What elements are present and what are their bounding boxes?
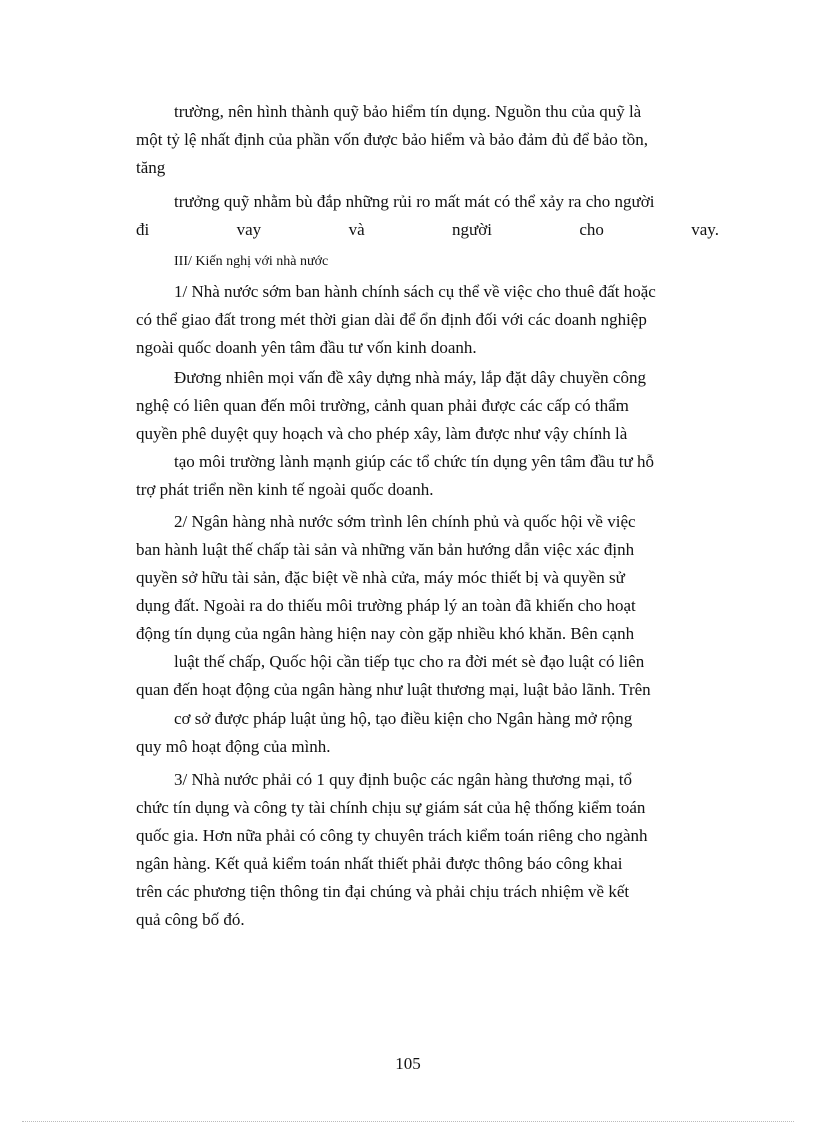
paragraph-construction <box>136 364 719 448</box>
word: vay <box>236 220 262 239</box>
word: vay. <box>691 220 719 239</box>
text-line: một tỷ lệ nhất định của phần vốn được bảo hiểm và bảo đảm đủ để bảo tồn, <box>136 130 649 149</box>
text-line: nghệ có liên quan đến môi trường, cảnh quan phải được các cấp có thẩm <box>136 396 629 415</box>
text-line: động tín dụng của ngân hàng hiện nay còn gặp nhiều khó khăn. Bên cạnh <box>136 624 635 643</box>
text-line: ban hành luật thế chấp tài sản và những văn bản hướng dẫn việc xác định <box>136 540 635 559</box>
text-line: quyền phê duyệt quy hoạch và cho phép xây, làm được như vậy chính là <box>136 424 628 443</box>
text-line: dụng đất. Ngoài ra do thiếu môi trường pháp lý an toàn đã khiến cho hoạt <box>136 596 636 615</box>
text-line: quả công bố đó. <box>136 910 245 929</box>
text-line: quan đến hoạt động của ngân hàng như luật thương mại, luật bảo lãnh. Trên <box>136 680 651 699</box>
text-line: quốc gia. Hơn nữa phải có công ty chuyên trách kiểm toán riêng cho ngành <box>136 826 648 845</box>
text-line: tạo môi trường lành mạnh giúp các tổ chức tín dụng yên tâm đầu tư hỗ <box>174 452 654 471</box>
text-line: trên các phương tiện thông tin đại chúng và phải chịu trách nhiệm về kết <box>136 882 630 901</box>
paragraph-legal-support <box>136 705 719 761</box>
paragraph-recommendation-3 <box>136 766 719 934</box>
text-line: 2/ Ngân hàng nhà nước sớm trình lên chính phủ và quốc hội về việc <box>174 512 636 531</box>
text-line-spread <box>136 216 719 244</box>
word: đi <box>136 220 150 239</box>
page-number: 105 <box>395 1054 421 1073</box>
text-line: chức tín dụng và công ty tài chính chịu sự giám sát của hệ thống kiểm toán <box>136 798 646 817</box>
text-line: trợ phát triển nền kinh tế ngoài quốc doanh. <box>136 480 434 499</box>
page-bottom-divider <box>22 1121 794 1122</box>
paragraph-insurance-fund <box>136 98 719 182</box>
text-line: quy mô hoạt động của mình. <box>136 737 331 756</box>
text-line: trường, nên hình thành quỹ bảo hiểm tín dụng. Nguồn thu của quỹ là <box>174 102 642 121</box>
word: và <box>348 220 365 239</box>
text-line: cơ sở được pháp luật ủng hộ, tạo điều kiện cho Ngân hàng mở rộng <box>174 709 633 728</box>
paragraph-mortgage-law <box>136 648 719 704</box>
section-heading: III/ Kiến nghị với nhà nước <box>174 254 329 269</box>
paragraph-fund-growth <box>136 188 719 244</box>
text-line: trưởng quỹ nhằm bù đắp những rủi ro mất mát có thể xảy ra cho người <box>174 192 655 211</box>
text-line: tăng <box>136 158 166 177</box>
text-line: Đương nhiên mọi vấn đề xây dựng nhà máy, lắp đặt dây chuyền công <box>174 368 646 387</box>
text-line: 3/ Nhà nước phải có 1 quy định buộc các ngân hàng thương mại, tổ <box>174 770 632 789</box>
paragraph-recommendation-2 <box>136 508 719 648</box>
text-line: có thể giao đất trong mét thời gian dài để ổn định đối với các doanh nghiệp <box>136 310 647 329</box>
text-line: luật thế chấp, Quốc hội cần tiếp tục cho ra đời mét sè đạo luật có liên <box>174 652 645 671</box>
paragraph-healthy-environment <box>136 448 719 504</box>
text-line: ngoài quốc doanh yên tâm đầu tư vốn kinh doanh. <box>136 338 477 357</box>
text-line: ngân hàng. Kết quả kiểm toán nhất thiết phải được thông báo công khai <box>136 854 623 873</box>
paragraph-recommendation-1 <box>136 278 719 362</box>
word: người <box>452 220 492 239</box>
text-line: 1/ Nhà nước sớm ban hành chính sách cụ thể về việc cho thuê đất hoặc <box>174 282 656 301</box>
word: cho <box>579 220 604 239</box>
text-line: quyền sở hữu tài sản, đặc biệt về nhà cửa, máy móc thiết bị và quyền sử <box>136 568 625 587</box>
